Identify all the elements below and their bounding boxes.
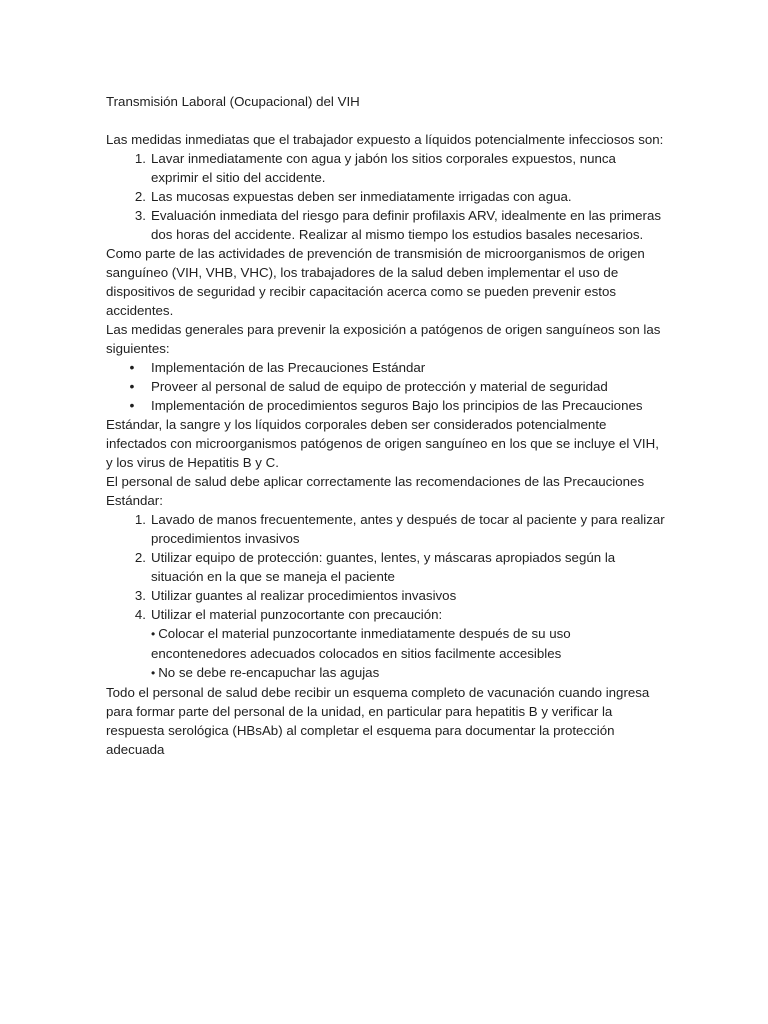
list-item-text: Implementación de procedimientos seguros Bajo los principios de las Precauciones bbox=[151, 398, 643, 413]
list-number: 2. bbox=[134, 189, 146, 204]
list-item bbox=[106, 586, 666, 605]
list-item bbox=[106, 187, 666, 206]
list-item bbox=[106, 206, 666, 244]
intro-paragraph: Las medidas inmediatas que el trabajador expuesto a líquidos potencialmente infecciosos son: bbox=[106, 132, 664, 147]
bullet-icon: • bbox=[151, 627, 156, 641]
bullet-icon: • bbox=[129, 359, 135, 375]
recommendations-list bbox=[106, 510, 666, 624]
list-item bbox=[106, 605, 666, 624]
list-number: 4. bbox=[134, 607, 146, 622]
list-item-text: Lavado de manos frecuentemente, antes y después de tocar al paciente y para realizar procedimientos invasivos bbox=[151, 512, 665, 546]
standard-precautions-paragraph: Estándar, la sangre y los líquidos corporales deben ser considerados potencialmente infectados con microorganismos patógenos de origen sanguíneo en los que se incluye el VIH, y los virus de Hepatitis B y C. bbox=[106, 417, 659, 470]
list-item bbox=[106, 149, 666, 187]
list-item bbox=[106, 377, 666, 396]
list-item-text: Proveer al personal de salud de equipo de protección y material de seguridad bbox=[151, 379, 608, 394]
list-number: 2. bbox=[134, 550, 146, 565]
list-item bbox=[106, 358, 666, 377]
list-item-text: Implementación de las Precauciones Estándar bbox=[151, 360, 426, 375]
list-item bbox=[106, 510, 666, 548]
list-number: 3. bbox=[134, 208, 146, 223]
list-item bbox=[106, 548, 666, 586]
list-item-text: Lavar inmediatamente con agua y jabón los sitios corporales expuestos, nunca exprimir el sitio del accidente. bbox=[151, 151, 616, 185]
document-body bbox=[106, 92, 666, 759]
list-item-text: Utilizar el material punzocortante con precaución: bbox=[151, 607, 443, 622]
list-item-text: Utilizar guantes al realizar procedimientos invasivos bbox=[151, 588, 457, 603]
vaccination-paragraph: Todo el personal de salud debe recibir un esquema completo de vacunación cuando ingresa para formar parte del personal de la unidad, en particular para hepatitis B y verificar la respuesta serológica (HBsAb) al completar el esquema para documentar la protección adecuada bbox=[106, 685, 650, 757]
list-number: 1. bbox=[134, 512, 146, 527]
list-item-text: Utilizar equipo de protección: guantes, lentes, y máscaras apropiados según la situación en la que se maneja el paciente bbox=[151, 550, 616, 584]
bullet-icon: • bbox=[129, 378, 135, 394]
list-item bbox=[106, 396, 666, 415]
list-number: 1. bbox=[134, 151, 146, 166]
prevention-paragraph: Como parte de las actividades de prevención de transmisión de microorganismos de origen sanguíneo (VIH, VHB, VHC), los trabajadores de la salud deben implementar el uso de dispositivos de seguridad y recibir capacitación acerca como se pueden prevenir estos accidentes. bbox=[106, 246, 645, 318]
sub-bullet-text: No se debe re-encapuchar las agujas bbox=[158, 665, 380, 680]
bullet-icon: • bbox=[129, 397, 135, 413]
list-item-text: Evaluación inmediata del riesgo para definir profilaxis ARV, idealmente en las primeras dos horas del accidente. Realizar al mismo tiempo los estudios basales necesarios. bbox=[151, 208, 661, 242]
bullet-icon: • bbox=[151, 666, 156, 680]
list-number: 3. bbox=[134, 588, 146, 603]
immediate-measures-list bbox=[106, 149, 666, 244]
sub-bullet-item bbox=[106, 624, 666, 663]
sub-bullet-text: Colocar el material punzocortante inmediatamente después de su uso encontenedores adecuados colocados en sitios facilmente accesibles bbox=[151, 626, 571, 661]
sub-bullet-item bbox=[106, 663, 666, 683]
general-measures-list bbox=[106, 358, 666, 415]
personal-paragraph: El personal de salud debe aplicar correctamente las recomendaciones de las Precauciones Estándar: bbox=[106, 474, 645, 508]
document-title: Transmisión Laboral (Ocupacional) del VIH bbox=[106, 94, 360, 109]
general-measures-paragraph: Las medidas generales para prevenir la exposición a patógenos de origen sanguíneos son las siguientes: bbox=[106, 322, 661, 356]
list-item-text: Las mucosas expuestas deben ser inmediatamente irrigadas con agua. bbox=[151, 189, 572, 204]
